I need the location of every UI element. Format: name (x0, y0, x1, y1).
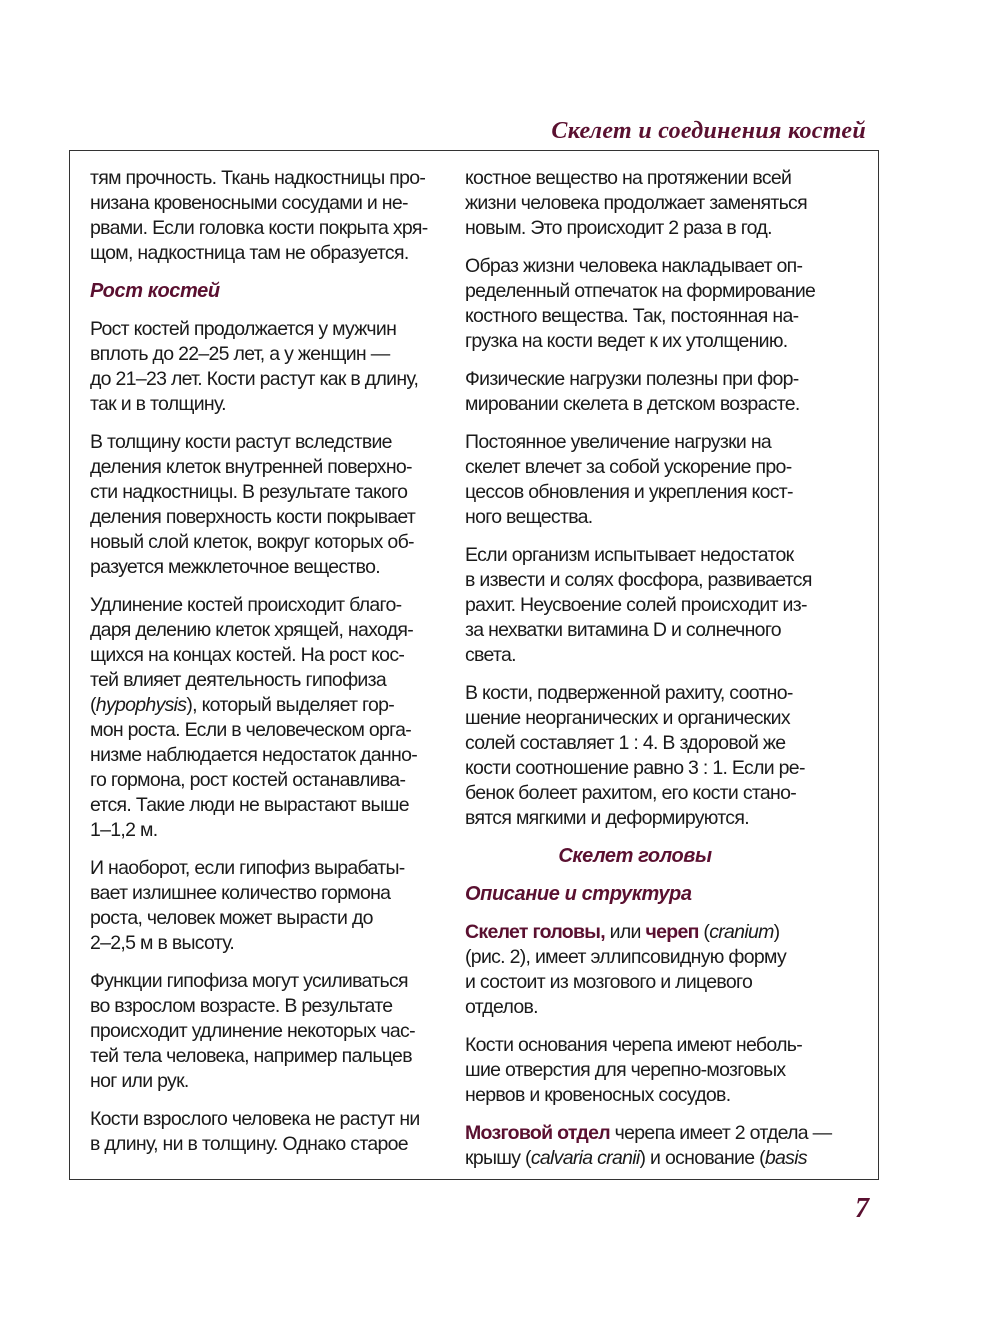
text-segment: Кости взрослого человека не растут ни (90, 1108, 420, 1130)
text-segment: ), который выделяет гор- (186, 694, 395, 716)
text-segment: даря делению клеток хрящей, находя- (90, 619, 413, 641)
text-line (90, 718, 460, 743)
text-line (90, 768, 460, 793)
paragraph (90, 430, 460, 580)
text-line (90, 881, 460, 906)
text-segment: грузка на кости ведет к их утолщению. (465, 330, 788, 352)
text-line (465, 455, 835, 480)
bold-term: Скелет головы, (465, 921, 605, 943)
text-segment: света. (465, 644, 516, 666)
text-line (465, 920, 835, 945)
text-segment: сти надкостницы. В результате такого (90, 481, 408, 503)
text-line (465, 756, 835, 781)
text-line (465, 618, 835, 643)
text-segment: ног или рук. (90, 1070, 189, 1092)
text-line (90, 969, 460, 994)
text-segment: щом, надкостница там не образуется. (90, 242, 409, 264)
text-line (90, 342, 460, 367)
text-line (90, 555, 460, 580)
latin-term: basis (764, 1147, 807, 1169)
text-segment: скелет влечет за собой ускорение про- (465, 456, 792, 478)
text-line (90, 505, 460, 530)
text-segment: черепа имеет 2 отдела — (609, 1122, 832, 1144)
paragraph (465, 920, 835, 1020)
text-line (465, 643, 835, 668)
text-segment: деления клеток внутренней поверхно- (90, 456, 412, 478)
text-segment: тей тела человека, например пальцев (90, 1045, 412, 1067)
text-segment: рахит. Неусвоение солей происходит из- (465, 594, 807, 616)
bold-term: Мозговой отдел (465, 1122, 610, 1144)
page-number: 7 (855, 1193, 869, 1224)
text-line (465, 593, 835, 618)
text-segment: ( (698, 921, 710, 943)
text-segment: Постоянное увеличение нагрузки на (465, 431, 772, 453)
text-segment: И наоборот, если гипофиз вырабаты- (90, 857, 405, 879)
text-segment: Рост костей продолжается у мужчин (90, 318, 397, 340)
text-segment: новым. Это происходит 2 раза в год. (465, 217, 772, 239)
text-line (90, 530, 460, 555)
text-segment: рвами. Если головка кости покрыта хря- (90, 217, 428, 239)
text-segment: ного вещества. (465, 506, 593, 528)
text-line (465, 806, 835, 831)
text-segment: низана кровеносными сосудами и не- (90, 192, 408, 214)
latin-term: cranium (709, 921, 774, 943)
paragraph (465, 430, 835, 530)
text-line (465, 367, 835, 392)
paragraph (90, 317, 460, 417)
text-line (465, 543, 835, 568)
text-line (90, 1019, 460, 1044)
text-line (465, 166, 835, 191)
text-line (465, 430, 835, 455)
text-segment: щихся на концах костей. На рост кос- (90, 644, 405, 666)
paragraph (465, 1033, 835, 1108)
text-line (465, 706, 835, 731)
text-line (465, 568, 835, 593)
text-segment: ) (773, 921, 780, 943)
text-line (90, 906, 460, 931)
paragraph (90, 856, 460, 956)
text-segment: роста, человек может вырасти до (90, 907, 373, 929)
text-line (90, 743, 460, 768)
text-segment: Физические нагрузки полезны при фор- (465, 368, 799, 390)
text-segment: го гормона, рост костей останавлива- (90, 769, 406, 791)
text-segment: жизни человека продолжает заменяться (465, 192, 807, 214)
text-segment: мон роста. Если в человеческом орга- (90, 719, 412, 741)
text-line (90, 668, 460, 693)
text-line (90, 216, 460, 241)
text-segment: тям прочность. Ткань надкостницы про- (90, 167, 426, 189)
text-line (465, 304, 835, 329)
text-line (465, 1083, 835, 1108)
text-line (90, 392, 460, 417)
paragraph (90, 1107, 460, 1157)
text-line (90, 166, 460, 191)
right-column (465, 166, 835, 1184)
text-line (90, 1107, 460, 1132)
text-line (90, 593, 460, 618)
text-segment: новый слой клеток, вокруг которых об- (90, 531, 414, 553)
text-line (90, 693, 460, 718)
bold-term: череп (645, 921, 699, 943)
paragraph (465, 1121, 835, 1171)
text-line (465, 781, 835, 806)
section-heading: Скелет головы (558, 845, 712, 867)
text-segment: так и в толщину. (90, 393, 226, 415)
text-line (465, 681, 835, 706)
left-column (90, 166, 460, 1170)
text-line (90, 1132, 460, 1157)
latin-term: calvaria cranii (530, 1147, 640, 1169)
text-line (465, 731, 835, 756)
text-segment: шение неорганических и органических (465, 707, 790, 729)
paragraph (465, 543, 835, 668)
text-segment: низме наблюдается недостаток данно- (90, 744, 418, 766)
text-line (465, 970, 835, 995)
text-segment: шие отверстия для черепно-мозговых (465, 1059, 786, 1081)
text-segment: 2–2,5 м в высоту. (90, 932, 235, 954)
text-segment: вает излишнее количество гормона (90, 882, 391, 904)
text-line (90, 191, 460, 216)
text-line (90, 430, 460, 455)
text-line (90, 643, 460, 668)
text-line (90, 241, 460, 266)
text-line (90, 1069, 460, 1094)
text-line (465, 392, 835, 417)
text-segment: ределенный отпечаток на формирование (465, 280, 816, 302)
text-segment: или (604, 921, 646, 943)
paragraph (465, 166, 835, 241)
text-line (465, 1033, 835, 1058)
text-segment: отделов. (465, 996, 538, 1018)
text-segment: мировании скелета в детском возрасте. (465, 393, 800, 415)
paragraph (465, 367, 835, 417)
text-line (90, 618, 460, 643)
text-segment: тей влияет деятельность гипофиза (90, 669, 386, 691)
text-line (465, 1121, 835, 1146)
text-segment: во взрослом возрасте. В результате (90, 995, 393, 1017)
text-line (90, 818, 460, 843)
text-line (90, 994, 460, 1019)
text-line (465, 254, 835, 279)
section-heading: Описание и структура (465, 883, 692, 905)
text-line (465, 505, 835, 530)
latin-term: hypophysis (95, 694, 187, 716)
text-segment: ется. Такие люди не вырастают выше (90, 794, 409, 816)
text-line (465, 279, 835, 304)
text-segment: деления поверхность кости покрывает (90, 506, 416, 528)
text-segment: солей составляет 1 : 4. В здоровой же (465, 732, 786, 754)
text-line (465, 1146, 835, 1171)
text-line (90, 856, 460, 881)
section-heading: Рост костей (90, 280, 220, 302)
text-line (90, 931, 460, 956)
text-segment: Кости основания черепа имеют неболь- (465, 1034, 803, 1056)
text-segment: вплоть до 22–25 лет, а у женщин — (90, 343, 390, 365)
text-segment: 1–1,2 м. (90, 819, 158, 841)
text-segment: за нехватки витамина D и солнечного (465, 619, 781, 641)
text-segment: цессов обновления и укрепления кост- (465, 481, 793, 503)
text-line (90, 317, 460, 342)
text-segment: и состоит из мозгового и лицевого (465, 971, 753, 993)
text-segment: разуется межклеточное вещество. (90, 556, 380, 578)
text-segment: В толщину кости растут вследствие (90, 431, 392, 453)
text-segment: ( (90, 694, 96, 716)
paragraph (90, 969, 460, 1094)
text-segment: в извести и солях фосфора, развивается (465, 569, 812, 591)
text-line (465, 191, 835, 216)
text-segment: Если организм испытывает недостаток (465, 544, 794, 566)
text-line (465, 329, 835, 354)
text-segment: бенок болеет рахитом, его кости стано- (465, 782, 797, 804)
text-line (465, 995, 835, 1020)
text-segment: костное вещество на протяжении всей (465, 167, 792, 189)
text-segment: В кости, подверженной рахиту, соотно- (465, 682, 793, 704)
paragraph (465, 681, 835, 831)
text-segment: ) и основание ( (639, 1147, 765, 1169)
text-segment: до 21–23 лет. Кости растут как в длину, (90, 368, 419, 390)
running-header: Скелет и соединения костей (551, 118, 866, 144)
text-segment: костного вещества. Так, постоянная на- (465, 305, 799, 327)
text-line (465, 216, 835, 241)
text-segment: Функции гипофиза могут усиливаться (90, 970, 408, 992)
paragraph (465, 254, 835, 354)
text-segment: кости соотношение равно 3 : 1. Если ре- (465, 757, 805, 779)
text-line (465, 945, 835, 970)
paragraph (90, 166, 460, 266)
text-segment: крышу ( (465, 1147, 531, 1169)
text-line (90, 367, 460, 392)
text-line (90, 480, 460, 505)
text-segment: вятся мягкими и деформируются. (465, 807, 749, 829)
text-segment: Образ жизни человека накладывает оп- (465, 255, 803, 277)
text-segment: нервов и кровеносных сосудов. (465, 1084, 731, 1106)
text-line (90, 793, 460, 818)
text-segment: (рис. 2), имеет эллипсовидную форму (465, 946, 787, 968)
text-segment: в длину, ни в толщину. Однако старое (90, 1133, 408, 1155)
text-line (465, 480, 835, 505)
text-line (465, 1058, 835, 1083)
text-segment: Удлинение костей происходит благо- (90, 594, 402, 616)
text-line (90, 1044, 460, 1069)
paragraph (90, 593, 460, 843)
text-line (90, 455, 460, 480)
text-segment: происходит удлинение некоторых час- (90, 1020, 415, 1042)
